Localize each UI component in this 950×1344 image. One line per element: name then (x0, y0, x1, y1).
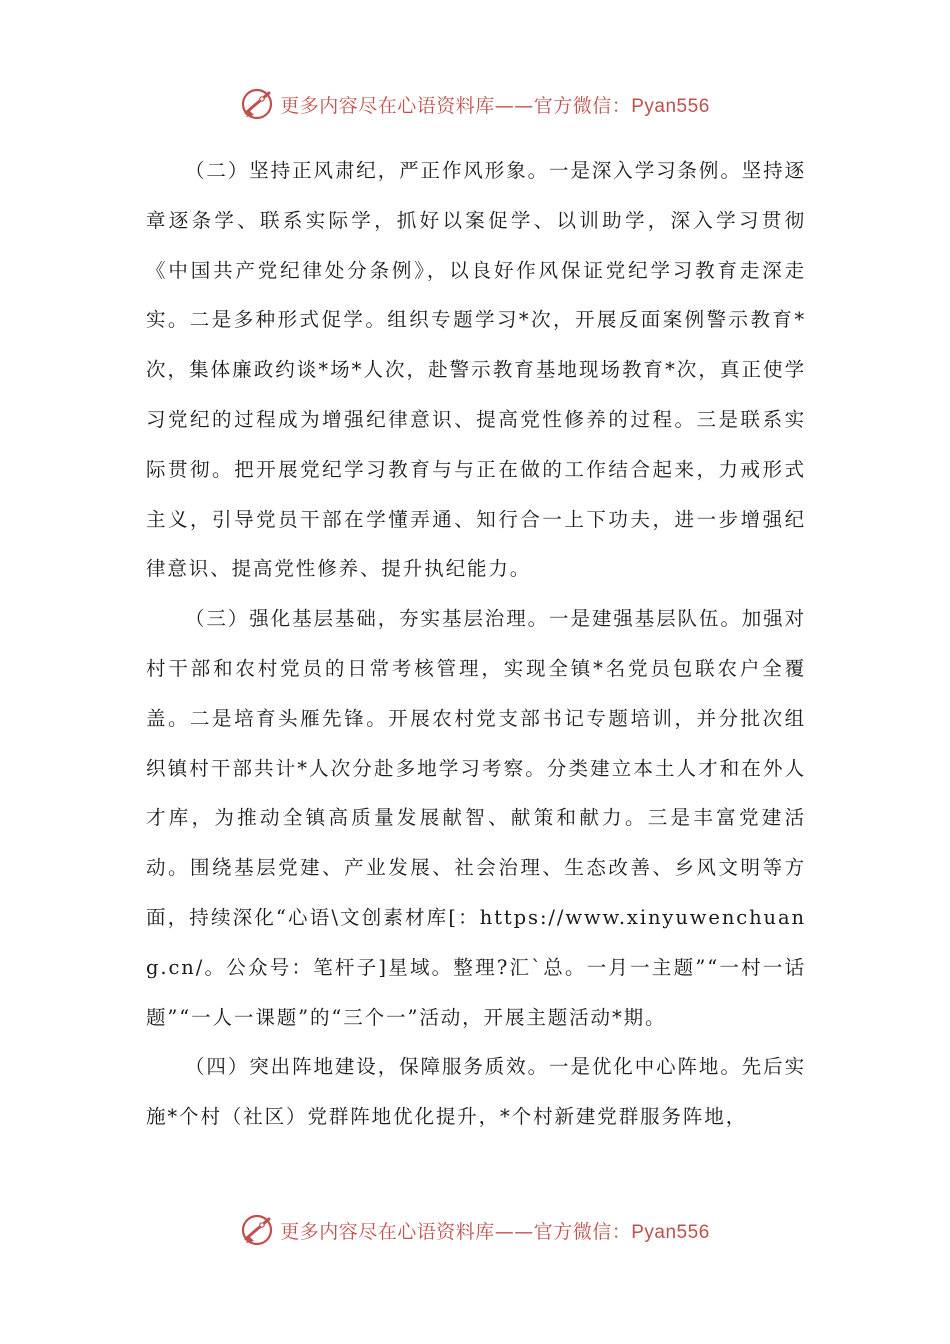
banner-dash: —— (494, 94, 534, 117)
banner-account: Pyan556 (631, 95, 710, 117)
banner-inner (240, 1213, 710, 1247)
banner-wechat-label: 官方微信： (533, 1220, 632, 1243)
header-watermark-banner (0, 84, 950, 124)
banner-account: Pyan556 (631, 1221, 710, 1243)
banner-brand-text: 更多内容尽在心语资料库 (280, 1220, 495, 1243)
paragraph-section-4: （四）突出阵地建设，保障服务质效。一是优化中心阵地。先后实施*个村（社区）党群阵地优化提升，*个村新建党群服务阵地， (146, 1055, 806, 1129)
banner-dash: —— (494, 1220, 534, 1243)
paragraph-section-3: （三）强化基层基础，夯实基层治理。一是建强基层队伍。加强对村干部和农村党员的日常考核管理，实现全镇*名党员包联农户全覆盖。二是培育头雁先锋。开展农村党支部书记专题培训，并分批次组织镇村干部共计*人次分赴多地学习考察。分类建立本土人才和在外人才库，为推动全镇高质量发展献智、献策和献力。三是丰富党建活动。围绕基层党建、产业发展、社会治理、生态改善、乡风文明等方面，持续深化“心语\文创素材库[：https://www.xinyuwenchuang.cn/。公众号：笔杆子]星域。整理?汇`总。一月一主题”“一村一话题”“一人一课题”的“三个一”活动，开展主题活动*期。 (146, 607, 806, 1029)
pen-logo-icon (240, 87, 274, 121)
paragraph-section-2: （二）坚持正风肃纪，严正作风形象。一是深入学习条例。坚持逐章逐条学、联系实际学，抓好以案促学、以训助学，深入学习贯彻《中国共产党纪律处分条例》，以良好作风保证党纪学习教育走深走实。二是多种形式促学。组织专题学习*次，开展反面案例警示教育*次，集体廉政约谈*场*人次，赴警示教育基地现场教育*次，真正使学习党纪的过程成为增强纪律意识、提高党性修养的过程。三是联系实际贯彻。把开展党纪学习教育与与正在做的工作结合起来，力戒形式主义，引导党员干部在学懂弄通、知行合一上下功夫，进一步增强纪律意识、提高党性修养、提升执纪能力。 (146, 159, 806, 581)
banner-inner (240, 87, 710, 121)
banner-wechat-label: 官方微信： (533, 94, 632, 117)
banner-brand-text: 更多内容尽在心语资料库 (280, 94, 495, 117)
footer-watermark-banner (0, 1210, 950, 1250)
pen-logo-icon (240, 1213, 274, 1247)
banner-text (280, 1217, 710, 1244)
document-body (146, 146, 806, 1142)
banner-text (280, 91, 710, 118)
